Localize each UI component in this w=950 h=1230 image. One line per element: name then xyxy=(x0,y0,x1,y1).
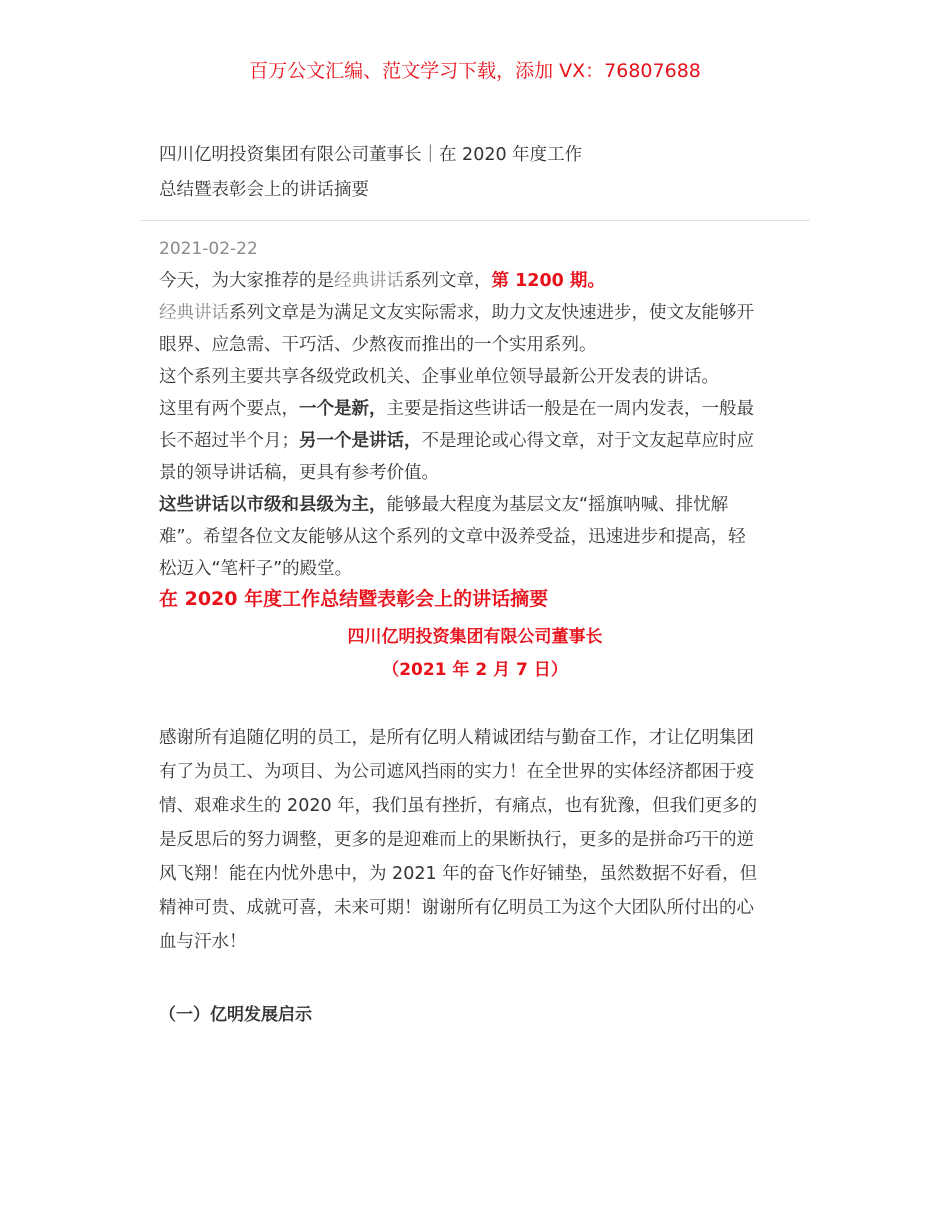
text-segment: 景的领导讲话稿，更具有参考价值。 xyxy=(159,463,439,483)
intro-paragraphs xyxy=(159,265,799,585)
intro-line xyxy=(159,393,799,425)
body-line: 情、艰难求生的 2020 年，我们虽有挫折，有痛点，也有犹豫，但我们更多的 xyxy=(159,796,758,816)
intro-line xyxy=(159,521,799,553)
text-segment: 第 1200 期。 xyxy=(491,271,605,291)
publish-date: 2021-02-22 xyxy=(159,239,258,259)
text-segment: 难”。希望各位文友能够从这个系列的文章中汲养受益，迅速进步和提高，轻 xyxy=(159,527,746,547)
body-line: 精神可贵、成就可喜，未来可期！谢谢所有亿明员工为这个大团队所付出的心 xyxy=(159,898,754,918)
text-segment: 另一个是讲话， xyxy=(299,431,422,451)
speech-date: （2021 年 2 月 7 日） xyxy=(382,660,568,680)
body-line: 风飞翔！能在内忧外患中，为 2021 年的奋飞作好铺垫，虽然数据不好看，但 xyxy=(159,864,758,884)
title-line: 总结暨表彰会上的讲话摘要 xyxy=(159,180,369,200)
text-segment: 一个是新， xyxy=(299,399,387,419)
text-segment: 这个系列主要共享各级党政机关、企事业单位领导最新公开发表的讲话。 xyxy=(159,367,719,387)
text-segment: 今天，为大家推荐的是 xyxy=(159,271,334,291)
text-segment: 经典讲话 xyxy=(334,271,404,291)
body-line: 是反思后的努力调整，更多的是迎难而上的果断执行，更多的是拼命巧干的逆 xyxy=(159,830,754,850)
text-segment: 松迈入“笔杆子”的殿堂。 xyxy=(159,559,353,579)
speech-body xyxy=(159,721,799,959)
text-segment: 眼界、应急需、干巧活、少熬夜而推出的一个实用系列。 xyxy=(159,335,597,355)
intro-line xyxy=(159,457,799,489)
text-segment: 主要是指这些讲话一般是在一周内发表，一般最 xyxy=(386,399,754,419)
title-line: 四川亿明投资集团有限公司董事长｜在 2020 年度工作 xyxy=(159,145,583,165)
body-line: 有了为员工、为项目、为公司遮风挡雨的实力！在全世界的实体经济都困于疫 xyxy=(159,762,754,782)
promo-banner: 百万公文汇编、范文学习下载，添加 VX：76807688 xyxy=(249,60,701,82)
speech-heading: 在 2020 年度工作总结暨表彰会上的讲话摘要 xyxy=(159,588,549,610)
intro-line xyxy=(159,425,799,457)
body-line: 血与汗水！ xyxy=(159,932,247,952)
section-heading: （一）亿明发展启示 xyxy=(159,1005,312,1025)
text-segment: 不是理论或心得文章，对于文友起草应时应 xyxy=(421,431,754,451)
text-segment: 长不超过半个月； xyxy=(159,431,299,451)
text-segment: 经典讲话 xyxy=(159,303,229,323)
intro-line xyxy=(159,329,799,361)
text-segment: 系列文章， xyxy=(404,271,492,291)
intro-line xyxy=(159,553,799,585)
intro-line xyxy=(159,265,799,297)
title-divider xyxy=(140,220,810,221)
speaker: 四川亿明投资集团有限公司董事长 xyxy=(347,627,603,647)
article-title xyxy=(159,138,799,208)
intro-line xyxy=(159,297,799,329)
intro-line xyxy=(159,361,799,393)
body-line: 感谢所有追随亿明的员工，是所有亿明人精诚团结与勤奋工作，才让亿明集团 xyxy=(159,728,754,748)
intro-line xyxy=(159,489,799,521)
text-segment: 这里有两个要点， xyxy=(159,399,299,419)
text-segment: 这些讲话以市级和县级为主， xyxy=(159,495,387,515)
text-segment: 系列文章是为满足文友实际需求，助力文友快速进步，使文友能够开 xyxy=(229,303,754,323)
text-segment: 能够最大程度为基层文友“摇旗呐喊、排忧解 xyxy=(386,495,729,515)
